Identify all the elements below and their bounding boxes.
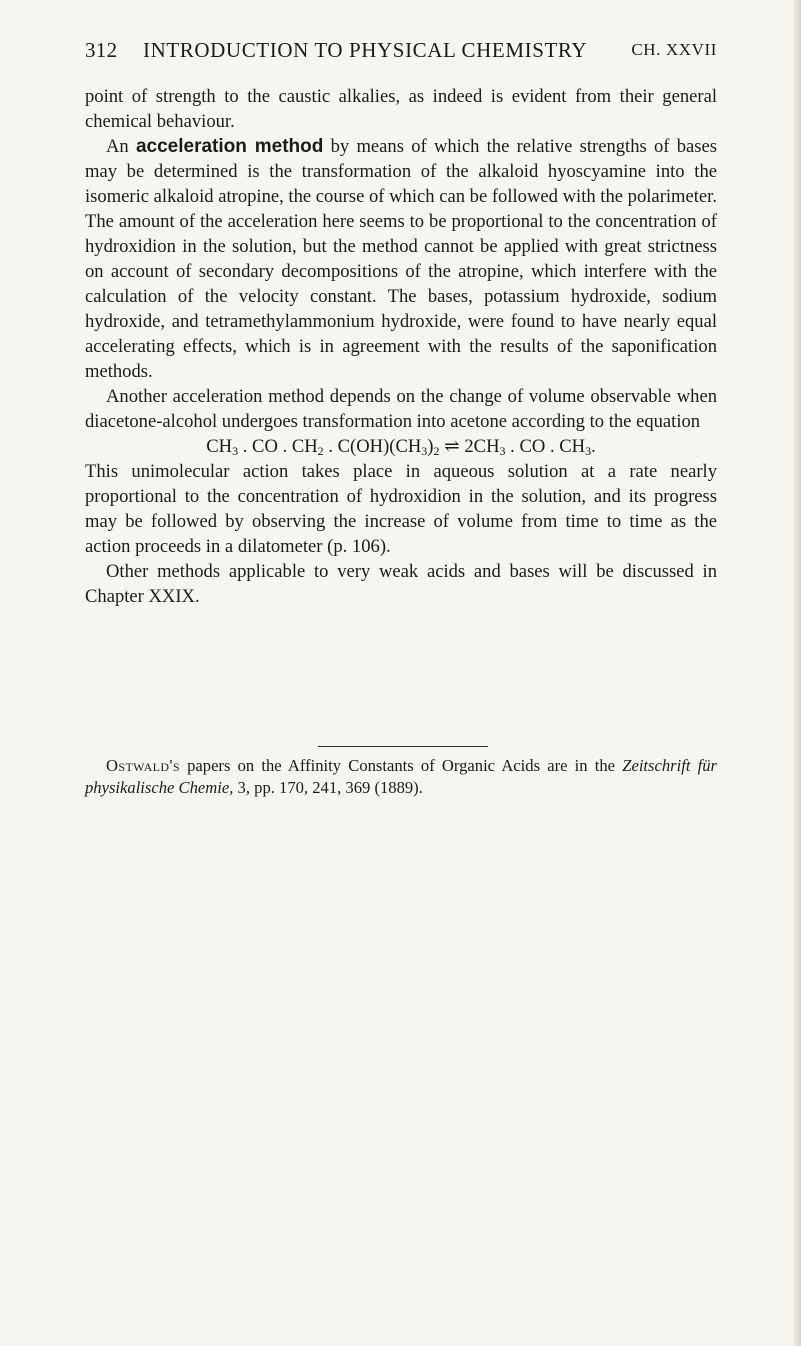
- paragraph-4: This unimolecular action takes place in aqueous solution at a rate nearly proportional to the concentration of hydroxidion in the solution, and its progress may be followed by observing the increase of volume from time to time as the action proceeds in a dilatometer (p. 106).: [85, 461, 717, 557]
- paragraph-2-start: An: [106, 136, 129, 157]
- equilibrium-arrow: ⇌: [439, 436, 465, 457]
- footnote-divider: [318, 746, 488, 747]
- paragraph-1: point of strength to the caustic alkalies, as indeed is evident from their general chemical behaviour.: [85, 86, 717, 132]
- eq-subscript: 3: [585, 444, 592, 458]
- chapter-label: CH. XXVII: [631, 40, 717, 59]
- footnote-author: Ostwald's: [106, 756, 180, 775]
- eq-subscript: 2: [317, 444, 324, 458]
- eq-part: 2CH: [464, 436, 500, 457]
- running-title: INTRODUCTION TO PHYSICAL CHEMISTRY: [143, 38, 588, 62]
- running-header: [85, 38, 717, 72]
- eq-part: .: [591, 436, 596, 457]
- eq-part: CH: [206, 436, 233, 457]
- footnote-text-1: papers on the Affinity Constants of Organic Acids are in the: [187, 756, 616, 775]
- footnote-journal: Zeitschrift für physikalische Chemie,: [85, 756, 717, 797]
- eq-subscript: 3: [499, 444, 506, 458]
- paragraph-3: Another acceleration method depends on the change of volume observable when diacetone-alcohol undergoes transformation into acetone according to the equation: [85, 386, 717, 432]
- eq-part: . CO . CH: [505, 436, 586, 457]
- footnote-text: [85, 755, 717, 799]
- eq-part: ): [427, 436, 434, 457]
- paragraph-2-rest: by means of which the relative strengths of bases may be determined is the transformation of the alkaloid hyoscyamine into the isomeric alkaloid atropine, the course of which can be followed with the polarimeter. The amount of the acceleration here seems to be proportional to the concentration of hydroxidion in the solution, but the method cannot be applied with great strictness on account of secondary decompositions of the atropine, which interfere with the calculation of the velocity constant. The bases, potassium hydroxide, sodium hydroxide, and tetramethylammonium hydroxide, were found to have nearly equal accelerating effects, which is in agreement with the results of the saponification methods.: [85, 136, 717, 382]
- eq-part: . C(OH)(CH: [323, 436, 422, 457]
- footnote: [85, 755, 717, 799]
- chemical-equation: [85, 434, 717, 459]
- paragraph-5: Other methods applicable to very weak acids and bases will be discussed in Chapter XXIX.: [85, 561, 717, 607]
- paragraph-2: [85, 134, 717, 384]
- footnote-text-2: 3, pp. 170, 241, 369 (1889).: [237, 778, 423, 797]
- body-text: [85, 84, 717, 609]
- eq-subscript: 2: [433, 444, 440, 458]
- eq-part: . CO . CH: [238, 436, 318, 457]
- eq-subscript: 3: [421, 444, 428, 458]
- page-edge: [793, 0, 801, 1346]
- page-number: 312: [85, 38, 118, 62]
- eq-subscript: 3: [232, 444, 239, 458]
- acceleration-method-term: acceleration method: [135, 136, 324, 157]
